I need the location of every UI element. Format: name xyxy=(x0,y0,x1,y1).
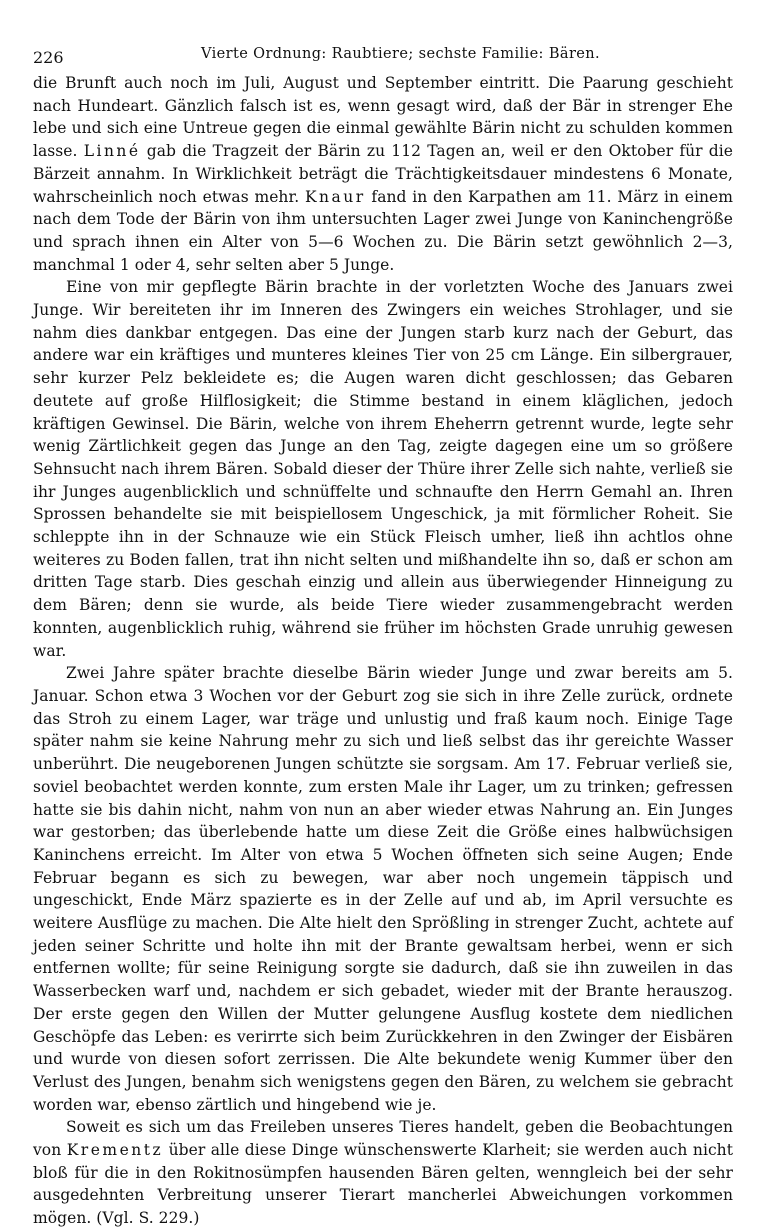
text-span: Zwei Jahre später brachte dieselbe Bärin wieder Junge und zwar bereits am 5. Januar. Schon etwa 3 Wochen vor der Geburt zog sie sich in ihre Zelle zurück, ordnete das Stroh zu einem Lager, war träge und unlustig und fraß kaum noch. Einige Tage später nahm sie keine Nahrung mehr zu sich und ließ selbst das ihr gereichte Wasser unberührt. Die neugeborenen Jungen schützte sie sorgsam. Am 17. Februar verließ sie, soviel beobachtet werden konnte, zum ersten Male ihr Lager, um zu trinken; gefressen hatte sie bis dahin nicht, nahm von nun an aber wieder etwas Nahrung an. Ein Junges war gestorben; das überlebende hatte um diese Zeit die Größe eines halbwüchsigen Kaninchens erreicht. Im Alter von etwa 5 Wochen öffneten sich seine Augen; Ende Februar begann es sich zu bewegen, war aber noch ungemein täppisch und ungeschickt, Ende März spazierte es in der Zelle auf und ab, im April versuchte es weitere Ausflüge zu machen. Die Alte hielt den Sprößling in strenger Zucht, achtete auf jeden seiner Schritte und holte ihn mit der Brante gewaltsam herbei, wenn er sich entfernen wollte; für seine Reinigung sorgte sie dadurch, daß sie ihn zuweilen in das Wasserbecken warf und, nachdem er sich gebadet, wieder mit der Brante herauszog. Der erste gegen den Willen der Mutter gelungene Ausflug kostete dem niedlichen Geschöpfe das Leben: es verirrte sich beim Zurückkehren in den Zwinger der Eisbären und wurde von diesen sofort zerrissen. Die Alte bekundete wenig Kummer über den Verlust des Jungen, benahm sich wenigstens gegen den Bären, zu welchem sie gebracht worden war, ebenso zärtlich und hingebend wie je. xyxy=(33,664,733,1114)
running-head: Vierte Ordnung: Raubtiere; sechste Familie: Bären. xyxy=(201,46,601,62)
page-header xyxy=(33,42,733,72)
author-name-krementz: Krementz xyxy=(66,1141,164,1160)
text-span: Soweit es sich um das Freileben unseres Tieres handelt, geben die Beobachtungen von xyxy=(33,1118,733,1160)
author-name-knaur: Knaur xyxy=(304,187,366,206)
text-span: fand in den Karpathen am 11. März in einem nach dem Tode der Bärin von ihm untersuchten Lager zwei Junge von Kaninchengröße und sprach ihnen ein Alter von 5—6 Wochen zu. Die Bärin setzt gewöhnlich 2—3, manchmal 1 oder 4, sehr selten aber 5 Junge. xyxy=(33,187,733,274)
paragraph-4 xyxy=(33,1116,733,1230)
text-span: über alle diese Dinge wünschenswerte Klarheit; sie werden auch nicht bloß für die in den Rokitnosümpfen hausenden Bären gelten, wenngleich bei der sehr ausgedehnten Verbreitung unserer Tierart mancherlei Abweichungen vorkommen mögen. (Vgl. S. 229.) xyxy=(33,1141,733,1228)
paragraph-1 xyxy=(33,72,733,276)
text-span: Eine von mir gepflegte Bärin brachte in der vorletzten Woche des Januars zwei Junge. Wir bereiteten ihr im Inneren des Zwingers ein weiches Strohlager, und sie nahm dies dankbar entgegen. Das eine der Jungen starb kurz nach der Geburt, das andere war ein kräftiges und munteres kleines Tier von 25 cm Länge. Ein silbergrauer, sehr kurzer Pelz bekleidete es; die Augen waren dicht geschlossen; das Gebaren deutete auf große Hilflosigkeit; die Stimme bestand in einem kläglichen, jedoch kräftigen Gewinsel. Die Bärin, welche von ihrem Eheherrn getrennt wurde, legte sehr wenig Zärtlichkeit gegen das Junge an den Tag, zeigte dagegen eine um so größere Sehnsucht nach ihrem Bären. Sobald dieser der Thüre ihrer Zelle sich nahte, verließ sie ihr Junges augenblicklich und schnüffelte und schnaufte den Herrn Gemahl an. Ihren Sprossen behandelte sie mit beispiellosem Ungeschick, ja mit förmlicher Roheit. Sie schleppte ihn in der Schnauze wie ein Stück Fleisch umher, ließ ihn achtlos ohne weiteres zu Boden fallen, trat ihn nicht selten und mißhandelte ihn so, daß er schon am dritten Tage starb. Dies geschah einzig und allein aus überwiegender Hinneigung zu dem Bären; denn sie wurde, als beide Tiere wieder zusammengebracht werden konnten, augenblicklich ruhig, während sie früher im höchsten Grade unruhig gewesen war. xyxy=(33,278,733,660)
body-text xyxy=(33,72,733,1230)
paragraph-2 xyxy=(33,276,733,662)
page-number: 226 xyxy=(33,48,64,67)
text-span: die Brunft auch noch im Juli, August und September eintritt. Die Paarung geschieht nach Hundeart. Gänzlich falsch ist es, wenn gesagt wird, daß der Bär in strenger Ehe lebe und sich eine Untreue gegen die einmal gewählte Bärin nicht zu schulden kommen lasse. xyxy=(33,74,733,161)
author-name-linne: Linné xyxy=(83,142,141,161)
text-span: gab die Tragzeit der Bärin zu 112 Tagen an, weil er den Oktober für die Bärzeit annahm. In Wirklichkeit beträgt die Trächtigkeitsdauer mindestens 6 Monate, wahrscheinlich noch etwas mehr. xyxy=(33,142,734,206)
paragraph-3 xyxy=(33,662,733,1116)
